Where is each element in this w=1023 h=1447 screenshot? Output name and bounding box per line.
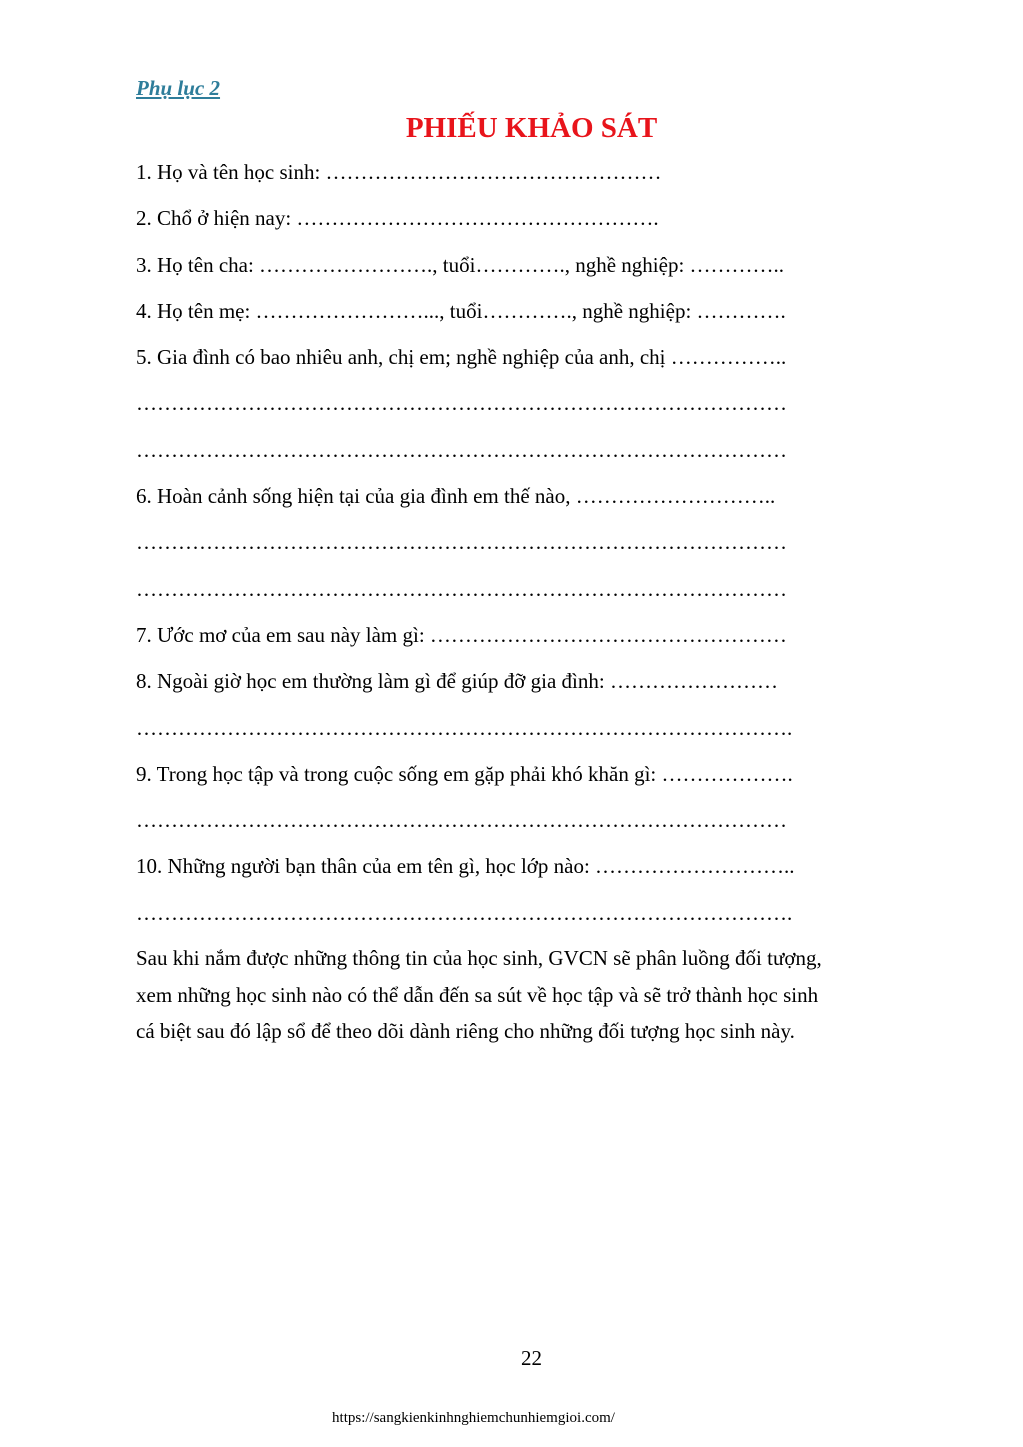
page-title: PHIẾU KHẢO SÁT <box>405 112 658 144</box>
form-line-circumstances: 6. Hoàn cảnh sống hiện tại của gia đình em thế nào, ……………………….. <box>136 484 776 509</box>
closing-paragraph <box>136 940 936 1050</box>
paragraph-line: cá biệt sau đó lập sổ để theo dõi dành riêng cho những đối tượng học sinh này. <box>136 1019 795 1043</box>
form-line-dream: 7. Ước mơ của em sau này làm gì: …………………………………………… <box>136 622 787 647</box>
form-line-name: 1. Họ và tên học sinh: ………………………………………… <box>136 160 662 184</box>
form-line-mother: 4. Họ tên mẹ: ……………………..., tuổi…………., nghề nghiệp: …………. <box>136 298 786 323</box>
form-line-address: 2. Chổ ở hiện nay: ……………………………………………. <box>136 206 659 231</box>
survey-form <box>136 153 936 940</box>
paragraph-line: xem những học sinh nào có thể dẫn đến sa sút về học tập và sẽ trở thành học sinh <box>136 982 819 1007</box>
form-line-difficulties: 9. Trong học tập và trong cuộc sống em gặp phải khó khăn gì: ………………. <box>136 761 793 786</box>
form-line-friends: 10. Những người bạn thân của em tên gì, học lớp nào: ……………………….. <box>136 854 795 879</box>
form-line-blank: ………………………………………………………………………………… <box>136 437 787 462</box>
form-line-blank: ………………………………………………………………………………… <box>136 576 787 601</box>
form-line-blank: …………………………………………………………………………………. <box>136 900 793 925</box>
appendix-label: Phụ lục 2 <box>136 76 221 100</box>
form-line-father: 3. Họ tên cha: ……………………., tuổi…………., nghề nghiệp: ………….. <box>136 252 785 277</box>
form-line-blank: …………………………………………………………………………………. <box>136 715 793 740</box>
form-line-blank: ………………………………………………………………………………… <box>136 808 787 833</box>
form-line-blank: ………………………………………………………………………………… <box>136 530 787 555</box>
footer-url[interactable]: https://sangkienkinhnghiemchunhiemgioi.com/ <box>332 1410 615 1426</box>
paragraph-line: Sau khi nắm được những thông tin của học sinh, GVCN sẽ phân luồng đối tượng, <box>136 946 822 970</box>
page-number: 22 <box>521 1346 542 1370</box>
form-line-blank: ………………………………………………………………………………… <box>136 391 787 416</box>
form-line-siblings: 5. Gia đình có bao nhiêu anh, chị em; nghề nghiệp của anh, chị …………….. <box>136 345 787 370</box>
form-line-helping-family: 8. Ngoài giờ học em thường làm gì để giúp đỡ gia đình: …………………… <box>136 669 778 694</box>
